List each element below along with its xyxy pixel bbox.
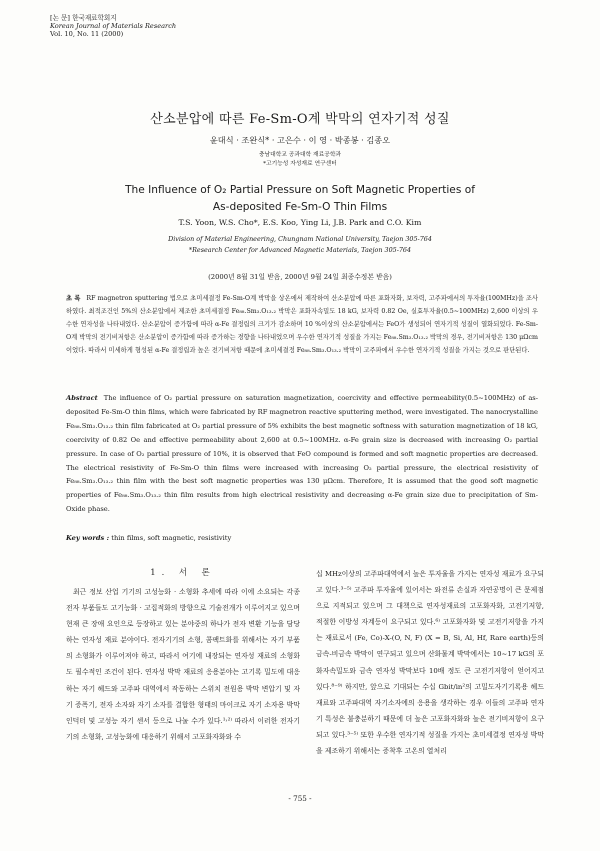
page-number: - 755 -	[288, 794, 312, 803]
keywords	[66, 534, 231, 542]
korean-affiliation-2: *고기능성 자성재료 연구센터	[263, 161, 337, 167]
korean-abstract-text: RF magnetron sputtering 법으로 초미세결정 Fe-Sm-O계 박막을 상온에서 제작하여 산소분압에 따른 포화자화, 보자력, 고주파에서의 투자율(100MHz)을 조사하였다. 최적조건인 5%의 산소분압에서 제조한 초미세결정 Fe₈₈.Sm₃.O₁₃.₂ 박막은 포화자속밀도 18 kG, 보자력 0.82 Oe, 실효투자율(0.5~100MHz) 2,600 이상의 우수한 연자성을 나타내었다. 산소분압이 증가함에 따라 α-Fe 결정립의 크기가 감소하며 10 %이상의 산소분압에서는 FeO가 생성되어 연자기적 성질이 열화되었다. Fe-Sm-O계 박막의 전기비저항은 산소분압이 증가함에 따라 증가하는 경향을 나타내었으며 우수한 연자기적 성질을 가지는 Fe₈₈.Sm₃.O₁₃.₂ 박막의 경우, 전기비저항은 130 μΩcm이었다. 따라서 미세하게 형성된 α-Fe 결정립과 높은 전기비저항 때문에 초미세결정 Fe₈₈.Sm₃.O₁₃.₂ 박막이 고주파에서 우수한 연자기적 성질을 가지는 것으로 판단된다.	[66, 295, 538, 355]
english-title	[0, 182, 600, 216]
keywords-text: thin films, soft magnetic, resistivity	[111, 534, 232, 542]
journal-header-line3: Vol. 10, No. 11 (2000)	[50, 30, 124, 39]
korean-affiliation-1: 충남대학교 공과대학 재료공학과	[258, 152, 342, 158]
english-affiliation-1: Division of Material Engineering, Chungnam National University, Taejon 305-764	[168, 235, 432, 243]
english-affiliation-2: *Research Center for Advanced Magnetic Materials, Taejon 305-764	[188, 246, 412, 254]
english-abstract-text: The influence of O₂ partial pressure on saturation magnetization, coercivity and effective permeability(0.5~100MHz) of as-deposited Fe-Sm-O thin films, which were fabricated by RF magnetron reactive sputtering method, were investigated. The nanocrystalline Fe₈₈.Sm₃.O₁₃.₂ thin film fabricated at O₂ partial pressure of 5% exhibits the best magnetic softness with saturation magnetization of 18 kG, coercivity of 0.82 Oe and effective permeability about 2,600 at 0.5~100MHz. α-Fe grain size is decreased with increasing O₂ partial pressure. In case of O₂ partial pressure of 10%, it is observed that FeO compound is formed and soft magnetic properties are decreased. The electrical resistivity of Fe-Sm-O thin films were increased with increasing O₂ partial pressure, the electrical resistivity of Fe₈₈.Sm₃.O₁₃.₂ thin film with the best soft magnetic properties was 130 μΩcm. Therefore, It is assumed that the good soft magnetic properties of Fe₈₈.Sm₃.O₁₃.₂ thin film results from high electrical resistivity and decreasing α-Fe grain size due to precipitation of Sm-Oxide phase.	[66, 394, 538, 514]
journal-header	[50, 14, 176, 39]
journal-header-line1: [논 문] 한국재료학회지	[50, 14, 117, 22]
english-title-line2: As-deposited Fe-Sm-O Thin Films	[212, 201, 388, 213]
right-column: 십 MHz이상의 고주파대역에서 높은 투자율을 가지는 연자성 재료가 요구되고 있다.³⁻⁵⁾ 고주파 투자율에 있어서는 와전류 손실과 자연공명이 큰 문제점으로 지적되고 있으며 그 대책으로 연자성재료의 고포화자화, 고전기저항, 적절한 이방성 자계등이 요구되고 있다.⁶⁾ 고포화자화 및 고전기저항을 가지는 재료로서 (Fe, Co)-X-(O, N, F) (X = B, Si, Al, Hf, Rare earth)등의 금속-비금속 박막이 연구되고 있으며 산화물계 박막에서는 10~17 kG의 포화자속밀도와 금속 연자성 박막보다 10배 정도 큰 고전기저항이 얻어지고 있다.⁸⁻⁹⁾ 하지만, 앞으로 기대되는 수십 Gbit/in²의 고밀도자기기록용 헤드재료와 고주파대역 자기소자에의 응용을 생각하는 경우 이들의 고주파 연자기 특성은 불충분하기 때문에 더 높은 고포화자화와 높은 전기비저항이 요구되고 있다.³⁻⁵⁾ 또한 우수한 연자기적 성질을 가지는 초미세결정 연자성 박막을 제조하기 위해서는 증착후 고온의 열처리	[316, 570, 544, 756]
english-abstract-label: Abstract	[66, 394, 98, 402]
section-heading-introduction: 1. 서 론	[150, 567, 216, 577]
keywords-label: Key words :	[66, 534, 110, 542]
journal-header-line2: Korean Journal of Materials Research	[50, 22, 177, 31]
left-column	[66, 566, 300, 745]
korean-authors: 윤대식 · 조완식* · 고은수 · 이 영 · 박종봉 · 김종오	[209, 135, 391, 145]
received-dates: (2000년 8월 31일 받음, 2000년 9월 24일 최종수정본 받음)	[208, 273, 392, 281]
english-title-line1: The Influence of O₂ Partial Pressure on Soft Magnetic Properties of	[125, 184, 475, 196]
english-authors: T.S. Yoon, W.S. Cho*, E.S. Koo, Ying Li, J.B. Park and C.O. Kim	[178, 218, 422, 227]
korean-abstract-label: 초 록	[66, 295, 81, 302]
korean-affiliations	[0, 151, 600, 169]
english-abstract	[66, 392, 538, 517]
left-column-body: 최근 정보 산업 기기의 고성능화 · 소형화 추세에 따라 이에 소요되는 각종 전자 부품들도 고기능화 · 고집적화의 방향으로 기술전개가 이루어지고 있으며 현재 큰 장애 요인으로 등장하고 있는 분야중의 하나가 전자 변환 기능을 담당하는 연자성 재료 분야이다. 전자기기의 소형, 콤팩트화를 위해서는 자기 부품의 소형화가 이루어져야 하고, 따라서 여기에 내장되는 연자성 재료의 소형화도 필수적인 조건이 된다. 연자성 박막 재료의 응용분야는 고기록 밀도에 대응하는 자기 헤드와 고주파 대역에서 작동하는 스위치 전원용 박막 변압기 및 자기 증폭기, 전자 소자와 자기 소자를 결합한 형태의 마이크로 자기 소자용 박막 인덕터 및 고성능 자기 센서 등으로 나눌 수가 있다.¹˒²⁾ 따라서 이러한 전자기기의 소형화, 고성능화에 대응하기 위해서 고포화자화와 수	[66, 588, 300, 741]
korean-abstract	[66, 292, 538, 357]
korean-title: 산소분압에 따른 Fe-Sm-O계 박막의 연자기적 성질	[150, 112, 450, 127]
english-affiliations	[0, 234, 600, 256]
